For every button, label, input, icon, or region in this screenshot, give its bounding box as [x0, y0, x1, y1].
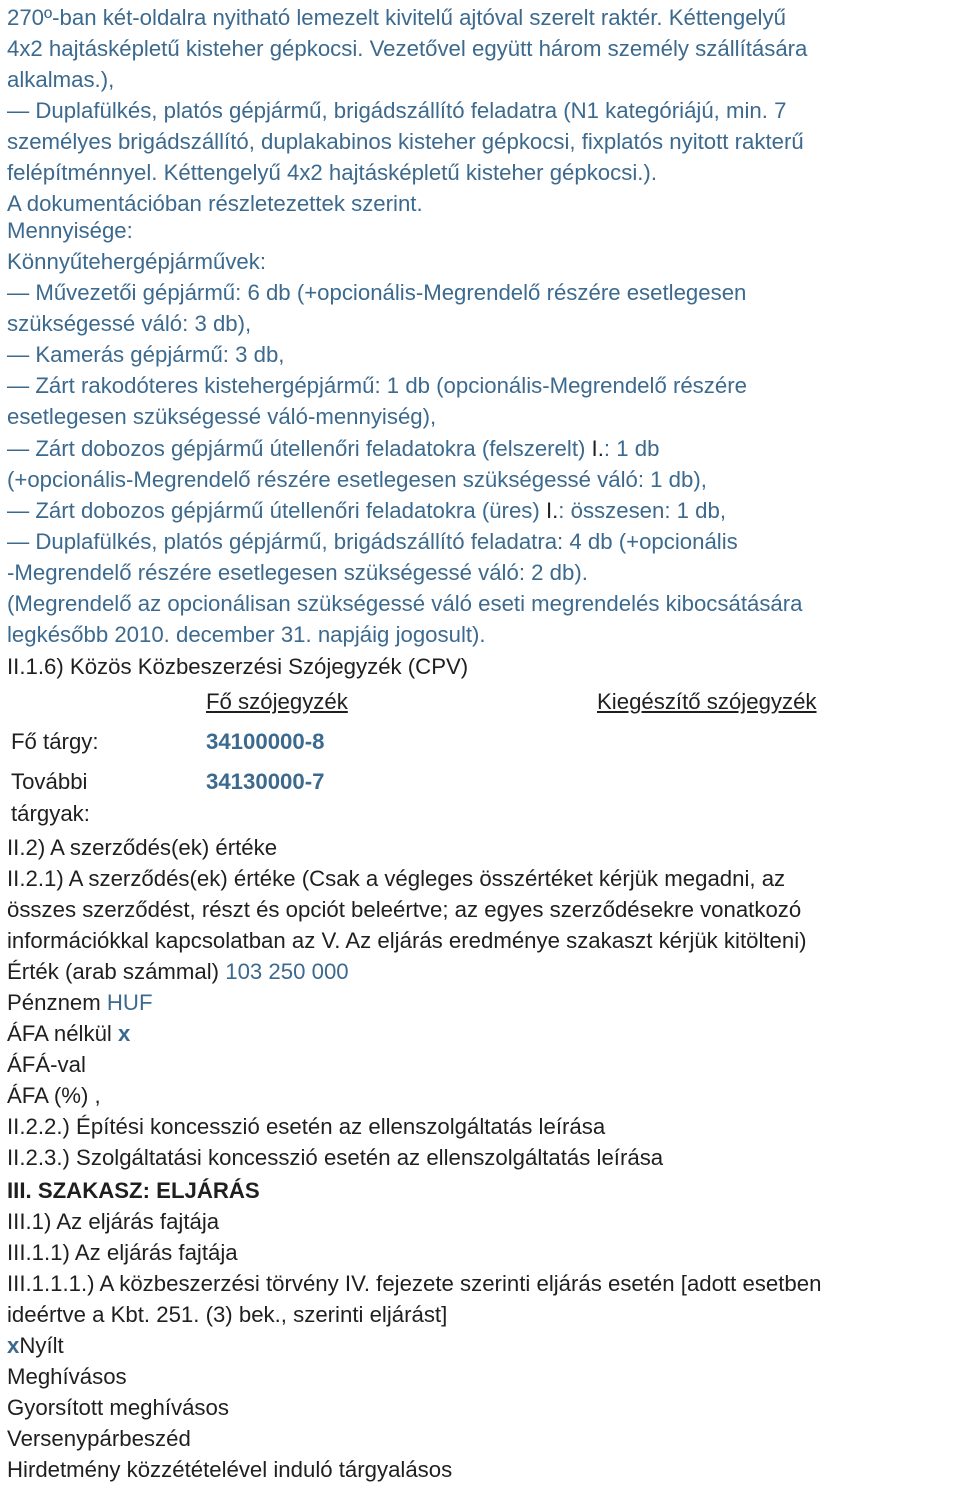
quantity-line-2: szükségessé váló: 3 db), — [7, 311, 252, 336]
value-currency-label: Pénznem — [7, 990, 107, 1015]
procedure-option-negotiated: Hirdetmény közzétételével induló tárgyalásos — [7, 1457, 453, 1482]
quantity-line-8-text: — Zárt dobozos gépjármű útellenőri feladatokra (üres) — [7, 498, 546, 523]
quantity-line-7: (+opcionális-Megrendelő részére esetlegesen szükségessé váló: 1 db), — [7, 467, 707, 492]
quantity-line-8 — [7, 498, 726, 524]
intro-line-5: személyes brigádszállító, duplakabinos kisteher gépkocsi, fixplatós nyitott rakterű — [7, 129, 804, 154]
procedure-open-mark: x — [7, 1333, 20, 1358]
quantity-line-10: -Megrendelő részére esetlegesen szükségessé váló: 2 db). — [7, 560, 588, 585]
procedure-line-3: III.1.1.1.) A közbeszerzési törvény IV. fejezete szerinti eljárás esetén [adott esetben — [7, 1271, 822, 1296]
value-vat-excl-label: ÁFA nélkül — [7, 1021, 119, 1046]
procedure-option-restricted: Meghívásos — [7, 1364, 127, 1389]
value-vat-excl — [7, 1021, 130, 1047]
procedure-option-dialogue: Versenypárbeszéd — [7, 1426, 191, 1451]
value-amount — [7, 959, 349, 985]
quantity-line-9: — Duplafülkés, platós gépjármű, brigádszállító feladatra: 4 db (+opcionális — [7, 529, 738, 554]
procedure-line-4: ideértve a Kbt. 251. (3) bek., szerinti eljárást] — [7, 1302, 448, 1327]
procedure-line-2: III.1.1) Az eljárás fajtája — [7, 1240, 238, 1265]
value-heading: II.2) A szerződés(ek) értéke — [7, 835, 278, 860]
intro-line-6: felépítménnyel. Kéttengelyű 4x2 hajtásképletű kisteher gépkocsi.). — [7, 160, 657, 185]
quantity-line-6-count: : 1 db — [603, 436, 660, 461]
quantity-heading: Mennyisége: — [7, 218, 133, 243]
quantity-line-12: legkésőbb 2010. december 31. napjáig jogosult). — [7, 622, 486, 647]
quantity-line-5: esetlegesen szükségessé váló-mennyiség), — [7, 404, 437, 429]
cpv-row2-value: 34130000-7 — [206, 769, 325, 794]
intro-line-4: — Duplafülkés, platós gépjármű, brigádszállító feladatra (N1 kategóriájú, min. 7 — [7, 98, 787, 123]
value-vat-pct: ÁFA (%) , — [7, 1083, 101, 1108]
value-amount-label: Érték (arab számmal) — [7, 959, 226, 984]
cpv-col-extra: Kiegészítő szójegyzék — [597, 689, 817, 714]
quantity-line-4: — Zárt rakodóteres kistehergépjármű: 1 db (opcionális-Megrendelő részére — [7, 373, 747, 398]
procedure-line-1: III.1) Az eljárás fajtája — [7, 1209, 220, 1234]
value-line-3: információkkal kapcsolatban az V. Az eljárás eredménye szakaszt kérjük kitölteni) — [7, 928, 807, 953]
intro-line-3: alkalmas.), — [7, 67, 115, 92]
value-vat-excl-mark: x — [118, 1021, 131, 1046]
value-line-1: II.2.1) A szerződés(ek) értéke (Csak a végleges összértéket kérjük megadni, az — [7, 866, 786, 891]
value-concession-works: II.2.2.) Építési koncesszió esetén az ellenszolgáltatás leírása — [7, 1114, 606, 1139]
quantity-line-6-ref: I. — [591, 436, 604, 461]
quantity-line-8-count: : összesen: 1 db, — [558, 498, 727, 523]
quantity-subheading: Könnyűtehergépjárművek: — [7, 249, 267, 274]
cpv-heading: II.1.6) Közös Közbeszerzési Szójegyzék (CPV) — [7, 654, 469, 679]
procedure-open-label: Nyílt — [19, 1333, 64, 1358]
value-currency — [7, 990, 153, 1016]
quantity-line-8-ref: I. — [545, 498, 559, 523]
intro-line-7: A dokumentációban részletezettek szerint. — [7, 191, 423, 216]
cpv-row1-label: Fő tárgy: — [11, 729, 99, 754]
value-concession-services: II.2.3.) Szolgáltatási koncesszió esetén az ellenszolgáltatás leírása — [7, 1145, 664, 1170]
procedure-option-open — [7, 1333, 64, 1359]
value-vat-incl: ÁFÁ-val — [7, 1052, 86, 1077]
quantity-line-6-text: — Zárt dobozos gépjármű útellenőri feladatokra (felszerelt) — [7, 436, 592, 461]
quantity-line-11: (Megrendelő az opcionálisan szükségessé váló eseti megrendelés kibocsátására — [7, 591, 803, 616]
cpv-col-main: Fő szójegyzék — [206, 689, 348, 714]
quantity-line-1: — Művezetői gépjármű: 6 db (+opcionális-Megrendelő részére esetlegesen — [7, 280, 747, 305]
procedure-option-accelerated: Gyorsított meghívásos — [7, 1395, 229, 1420]
value-line-2: összes szerződést, részt és opciót beleértve; az egyes szerződésekre vonatkozó — [7, 897, 802, 922]
value-currency-code: HUF — [106, 990, 153, 1015]
cpv-row2-label-1: További — [11, 769, 88, 794]
procedure-section-title: III. SZAKASZ: ELJÁRÁS — [7, 1178, 260, 1203]
cpv-row1-value: 34100000-8 — [206, 729, 325, 754]
quantity-line-6 — [7, 436, 659, 462]
value-amount-number: 103 250 000 — [225, 959, 349, 984]
cpv-row2-label-2: tárgyak: — [11, 801, 90, 826]
quantity-line-3: — Kamerás gépjármű: 3 db, — [7, 342, 285, 367]
intro-line-1: 270º-ban két-oldalra nyitható lemezelt kivitelű ajtóval szerelt raktér. Kéttengelyű — [7, 5, 786, 30]
intro-line-2: 4x2 hajtásképletű kisteher gépkocsi. Vezetővel együtt három személy szállítására — [7, 36, 808, 61]
